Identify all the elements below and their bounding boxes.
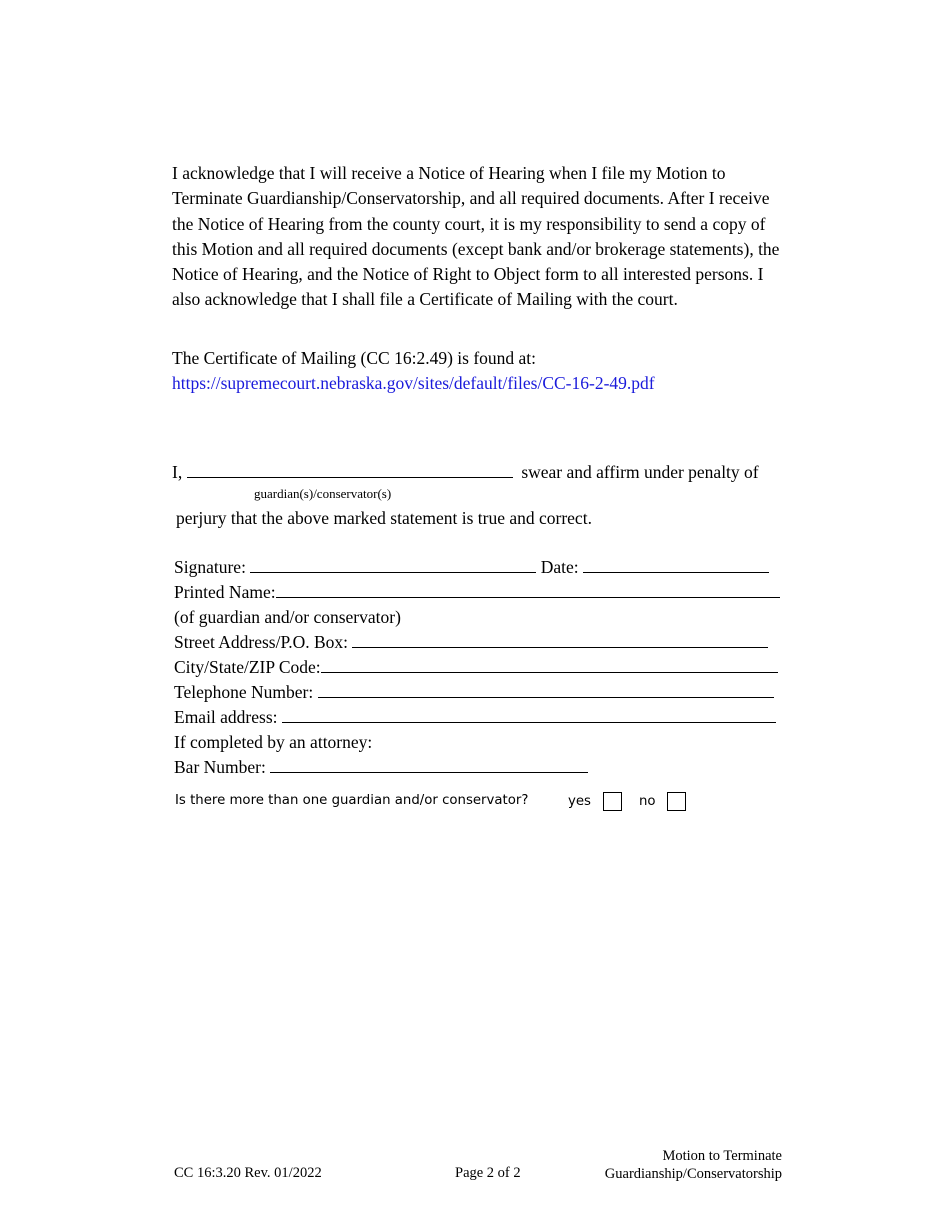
certificate-intro: The Certificate of Mailing (CC 16:2.49) is found at:: [172, 348, 537, 368]
footer-title-line1: Motion to Terminate: [662, 1148, 782, 1164]
city-state-zip-field[interactable]: [321, 656, 778, 673]
telephone-label: Telephone Number:: [174, 682, 314, 702]
signature-label: Signature:: [174, 557, 246, 577]
printed-name-row: [174, 581, 780, 603]
oath-continuation: perjury that the above marked statement is true and correct.: [176, 508, 592, 528]
printed-name-label: Printed Name:: [174, 582, 276, 602]
email-row: [174, 706, 776, 728]
footer-title-line2: Guardianship/Conservatorship: [604, 1166, 782, 1182]
yes-checkbox[interactable]: [603, 792, 622, 811]
guardian-name-field[interactable]: [187, 461, 513, 478]
telephone-field[interactable]: [318, 681, 774, 698]
city-state-zip-label: City/State/ZIP Code:: [174, 657, 321, 677]
yes-label: yes: [568, 794, 591, 809]
email-label: Email address:: [174, 707, 278, 727]
date-label: Date:: [540, 557, 579, 577]
page-number: Page 2 of 2: [455, 1165, 521, 1181]
bar-number-label: Bar Number:: [174, 757, 266, 777]
acknowledgement-paragraph: I acknowledge that I will receive a Notice of Hearing when I file my Motion to Terminate Guardianship/Conservatorship, and all required documents. After I receive the Notice of Hearing from the county court, it is my responsibility to send a copy of this Motion and all required documents (except bank and/or brokerage statements), the Notice of Hearing, and the Notice of Right to Object form to all interested persons. I also acknowledge that I shall file a Certificate of Mailing with the court.: [172, 163, 780, 310]
certificate-link[interactable]: https://supremecourt.nebraska.gov/sites/default/files/CC-16-2-49.pdf: [172, 373, 655, 394]
date-field[interactable]: [583, 556, 769, 573]
form-code: CC 16:3.20 Rev. 01/2022: [174, 1165, 322, 1181]
footer-title: [605, 1147, 782, 1183]
city-state-zip-row: [174, 656, 778, 678]
telephone-row: [174, 681, 774, 703]
bar-number-row: [174, 756, 588, 778]
printed-name-field[interactable]: [276, 581, 780, 598]
email-field[interactable]: [282, 706, 776, 723]
multiple-guardians-question: Is there more than one guardian and/or conservator?: [175, 793, 529, 808]
no-label: no: [639, 794, 656, 809]
street-address-row: [174, 631, 768, 653]
signature-field[interactable]: [250, 556, 536, 573]
no-checkbox[interactable]: [667, 792, 686, 811]
oath-suffix: swear and affirm under penalty of: [521, 462, 759, 482]
printed-name-note: (of guardian and/or conservator): [174, 607, 401, 627]
street-address-label: Street Address/P.O. Box:: [174, 632, 349, 652]
guardian-caption: guardian(s)/conservator(s): [254, 486, 392, 501]
street-address-field[interactable]: [352, 631, 768, 648]
certificate-paragraph: [172, 346, 792, 397]
signature-row: [174, 556, 769, 578]
oath-line: [172, 461, 759, 483]
oath-prefix: I,: [172, 462, 183, 482]
bar-number-field[interactable]: [270, 756, 588, 773]
attorney-note: If completed by an attorney:: [174, 732, 373, 752]
